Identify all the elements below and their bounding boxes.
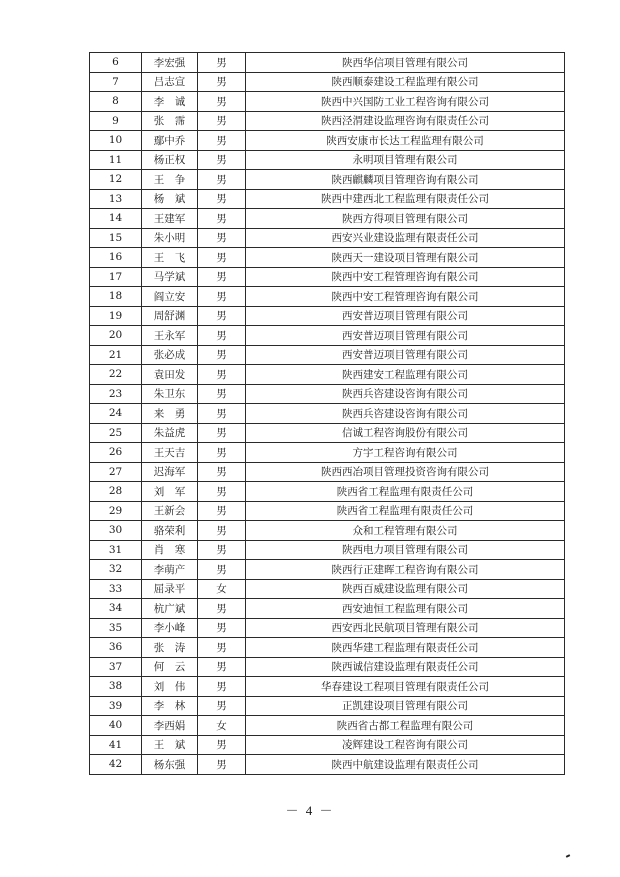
table-row xyxy=(90,345,565,365)
name-cell: 肖 寒 xyxy=(142,540,198,560)
row-number-cell: 41 xyxy=(90,735,142,755)
table-row xyxy=(90,189,565,209)
name-cell: 张 霈 xyxy=(142,111,198,131)
row-number-cell: 37 xyxy=(90,657,142,677)
registration-table xyxy=(89,52,565,775)
table-row xyxy=(90,716,565,736)
table-row xyxy=(90,696,565,716)
row-number-cell: 9 xyxy=(90,111,142,131)
table-row xyxy=(90,53,565,73)
name-cell: 李萌产 xyxy=(142,560,198,580)
table-row xyxy=(90,404,565,424)
table-row xyxy=(90,326,565,346)
table-row xyxy=(90,638,565,658)
row-number-cell: 35 xyxy=(90,618,142,638)
name-cell: 李 林 xyxy=(142,696,198,716)
name-cell: 王 斌 xyxy=(142,735,198,755)
gender-cell: 男 xyxy=(198,53,246,73)
row-number-cell: 26 xyxy=(90,443,142,463)
name-cell: 迟海军 xyxy=(142,462,198,482)
name-cell: 刘 军 xyxy=(142,482,198,502)
name-cell: 李小峰 xyxy=(142,618,198,638)
company-cell: 方宇工程咨询有限公司 xyxy=(246,443,565,463)
company-cell: 陕西华建工程监理有限责任公司 xyxy=(246,638,565,658)
row-number-cell: 22 xyxy=(90,365,142,385)
company-cell: 陕西中安工程管理咨询有限公司 xyxy=(246,267,565,287)
gender-cell: 男 xyxy=(198,482,246,502)
name-cell: 马学斌 xyxy=(142,267,198,287)
gender-cell: 男 xyxy=(198,170,246,190)
gender-cell: 男 xyxy=(198,384,246,404)
table-row xyxy=(90,267,565,287)
gender-cell: 男 xyxy=(198,443,246,463)
company-cell: 陕西行正建晖工程咨询有限公司 xyxy=(246,560,565,580)
company-cell: 陕西兵咨建设咨询有限公司 xyxy=(246,404,565,424)
table-row xyxy=(90,540,565,560)
gender-cell: 男 xyxy=(198,306,246,326)
row-number-cell: 23 xyxy=(90,384,142,404)
name-cell: 周舒渊 xyxy=(142,306,198,326)
company-cell: 陕西安康市长达工程监理有限公司 xyxy=(246,131,565,151)
table-row xyxy=(90,657,565,677)
row-number-cell: 31 xyxy=(90,540,142,560)
row-number-cell: 36 xyxy=(90,638,142,658)
name-cell: 李西娟 xyxy=(142,716,198,736)
company-cell: 陕西建安工程监理有限公司 xyxy=(246,365,565,385)
row-number-cell: 39 xyxy=(90,696,142,716)
row-number-cell: 28 xyxy=(90,482,142,502)
row-number-cell: 20 xyxy=(90,326,142,346)
company-cell: 陕西泾渭建设监理咨询有限责任公司 xyxy=(246,111,565,131)
gender-cell: 男 xyxy=(198,189,246,209)
company-cell: 陕西华信项目管理有限公司 xyxy=(246,53,565,73)
name-cell: 李 诚 xyxy=(142,92,198,112)
row-number-cell: 32 xyxy=(90,560,142,580)
name-cell: 王 争 xyxy=(142,170,198,190)
table-row xyxy=(90,579,565,599)
name-cell: 王 飞 xyxy=(142,248,198,268)
company-cell: 陕西兵咨建设咨询有限公司 xyxy=(246,384,565,404)
gender-cell: 男 xyxy=(198,248,246,268)
company-cell: 陕西中航建设监理有限责任公司 xyxy=(246,755,565,775)
company-cell: 陕西天一建设项目管理有限公司 xyxy=(246,248,565,268)
gender-cell: 男 xyxy=(198,267,246,287)
gender-cell: 男 xyxy=(198,345,246,365)
name-cell: 杨东强 xyxy=(142,755,198,775)
gender-cell: 男 xyxy=(198,365,246,385)
table-row xyxy=(90,209,565,229)
table-row xyxy=(90,287,565,307)
gender-cell: 男 xyxy=(198,501,246,521)
company-cell: 陕西顺泰建设工程监理有限公司 xyxy=(246,72,565,92)
company-cell: 西安普迈项目管理有限公司 xyxy=(246,345,565,365)
name-cell: 朱益虎 xyxy=(142,423,198,443)
name-cell: 杭广斌 xyxy=(142,599,198,619)
table-row xyxy=(90,735,565,755)
company-cell: 陕西方得项目管理有限公司 xyxy=(246,209,565,229)
table-row xyxy=(90,443,565,463)
gender-cell: 男 xyxy=(198,111,246,131)
row-number-cell: 7 xyxy=(90,72,142,92)
row-number-cell: 24 xyxy=(90,404,142,424)
company-cell: 凌辉建设工程咨询有限公司 xyxy=(246,735,565,755)
gender-cell: 男 xyxy=(198,228,246,248)
gender-cell: 男 xyxy=(198,657,246,677)
name-cell: 朱小明 xyxy=(142,228,198,248)
row-number-cell: 34 xyxy=(90,599,142,619)
name-cell: 袁田发 xyxy=(142,365,198,385)
table-row xyxy=(90,755,565,775)
company-cell: 陕西中兴国防工业工程咨询有限公司 xyxy=(246,92,565,112)
name-cell: 王新会 xyxy=(142,501,198,521)
name-cell: 鄢中乔 xyxy=(142,131,198,151)
row-number-cell: 12 xyxy=(90,170,142,190)
gender-cell: 男 xyxy=(198,521,246,541)
company-cell: 永明项目管理有限公司 xyxy=(246,150,565,170)
row-number-cell: 16 xyxy=(90,248,142,268)
row-number-cell: 21 xyxy=(90,345,142,365)
table-row xyxy=(90,92,565,112)
company-cell: 陕西电力项目管理有限公司 xyxy=(246,540,565,560)
name-cell: 王永军 xyxy=(142,326,198,346)
name-cell: 屈录平 xyxy=(142,579,198,599)
name-cell: 来 勇 xyxy=(142,404,198,424)
company-cell: 众和工程管理有限公司 xyxy=(246,521,565,541)
row-number-cell: 38 xyxy=(90,677,142,697)
table-row xyxy=(90,599,565,619)
table-row xyxy=(90,228,565,248)
name-cell: 张 涛 xyxy=(142,638,198,658)
table-row xyxy=(90,72,565,92)
table-row xyxy=(90,501,565,521)
row-number-cell: 14 xyxy=(90,209,142,229)
gender-cell: 男 xyxy=(198,150,246,170)
row-number-cell: 42 xyxy=(90,755,142,775)
gender-cell: 女 xyxy=(198,716,246,736)
company-cell: 陕西中安工程管理咨询有限公司 xyxy=(246,287,565,307)
gender-cell: 男 xyxy=(198,677,246,697)
name-cell: 骆荣利 xyxy=(142,521,198,541)
company-cell: 陕西中建西北工程监理有限责任公司 xyxy=(246,189,565,209)
scan-speck xyxy=(566,854,570,858)
gender-cell: 男 xyxy=(198,618,246,638)
row-number-cell: 25 xyxy=(90,423,142,443)
gender-cell: 男 xyxy=(198,72,246,92)
gender-cell: 男 xyxy=(198,326,246,346)
table-row xyxy=(90,384,565,404)
row-number-cell: 6 xyxy=(90,53,142,73)
table-row xyxy=(90,306,565,326)
gender-cell: 男 xyxy=(198,560,246,580)
company-cell: 陕西省工程监理有限责任公司 xyxy=(246,482,565,502)
name-cell: 朱卫东 xyxy=(142,384,198,404)
name-cell: 王建军 xyxy=(142,209,198,229)
row-number-cell: 10 xyxy=(90,131,142,151)
gender-cell: 男 xyxy=(198,423,246,443)
row-number-cell: 18 xyxy=(90,287,142,307)
name-cell: 吕志宣 xyxy=(142,72,198,92)
company-cell: 华春建设工程项目管理有限责任公司 xyxy=(246,677,565,697)
table-row xyxy=(90,423,565,443)
name-cell: 刘 伟 xyxy=(142,677,198,697)
gender-cell: 男 xyxy=(198,287,246,307)
table-row xyxy=(90,170,565,190)
table-row xyxy=(90,462,565,482)
page-number: － 4 － xyxy=(285,803,335,818)
company-cell: 西安普迈项目管理有限公司 xyxy=(246,306,565,326)
name-cell: 李宏强 xyxy=(142,53,198,73)
row-number-cell: 40 xyxy=(90,716,142,736)
gender-cell: 男 xyxy=(198,755,246,775)
registration-table-body xyxy=(90,53,565,775)
table-row xyxy=(90,111,565,131)
row-number-cell: 8 xyxy=(90,92,142,112)
gender-cell: 男 xyxy=(198,638,246,658)
table-row xyxy=(90,365,565,385)
company-cell: 正凯建设项目管理有限公司 xyxy=(246,696,565,716)
gender-cell: 男 xyxy=(198,404,246,424)
name-cell: 何 云 xyxy=(142,657,198,677)
gender-cell: 男 xyxy=(198,92,246,112)
company-cell: 西安迪恒工程监理有限公司 xyxy=(246,599,565,619)
gender-cell: 男 xyxy=(198,540,246,560)
row-number-cell: 27 xyxy=(90,462,142,482)
row-number-cell: 29 xyxy=(90,501,142,521)
row-number-cell: 15 xyxy=(90,228,142,248)
table-row xyxy=(90,560,565,580)
table-row xyxy=(90,150,565,170)
gender-cell: 男 xyxy=(198,599,246,619)
company-cell: 西安普迈项目管理有限公司 xyxy=(246,326,565,346)
table-row xyxy=(90,677,565,697)
company-cell: 陕西省古都工程监理有限公司 xyxy=(246,716,565,736)
company-cell: 陕西西冶项目管理投资咨询有限公司 xyxy=(246,462,565,482)
company-cell: 西安西北民航项目管理有限公司 xyxy=(246,618,565,638)
name-cell: 杨 斌 xyxy=(142,189,198,209)
row-number-cell: 19 xyxy=(90,306,142,326)
company-cell: 西安兴业建设监理有限责任公司 xyxy=(246,228,565,248)
gender-cell: 男 xyxy=(198,209,246,229)
company-cell: 陕西麒麟项目管理咨询有限公司 xyxy=(246,170,565,190)
gender-cell: 男 xyxy=(198,735,246,755)
table-row xyxy=(90,521,565,541)
row-number-cell: 13 xyxy=(90,189,142,209)
gender-cell: 男 xyxy=(198,131,246,151)
company-cell: 陕西省工程监理有限责任公司 xyxy=(246,501,565,521)
name-cell: 阎立安 xyxy=(142,287,198,307)
name-cell: 张必成 xyxy=(142,345,198,365)
company-cell: 信诚工程咨询股份有限公司 xyxy=(246,423,565,443)
table-row xyxy=(90,618,565,638)
company-cell: 陕西百威建设监理有限公司 xyxy=(246,579,565,599)
name-cell: 杨正权 xyxy=(142,150,198,170)
gender-cell: 男 xyxy=(198,462,246,482)
table-row xyxy=(90,248,565,268)
row-number-cell: 11 xyxy=(90,150,142,170)
gender-cell: 男 xyxy=(198,696,246,716)
gender-cell: 女 xyxy=(198,579,246,599)
table-row xyxy=(90,131,565,151)
row-number-cell: 30 xyxy=(90,521,142,541)
company-cell: 陕西诚信建设监理有限责任公司 xyxy=(246,657,565,677)
row-number-cell: 33 xyxy=(90,579,142,599)
name-cell: 王天吉 xyxy=(142,443,198,463)
table-row xyxy=(90,482,565,502)
row-number-cell: 17 xyxy=(90,267,142,287)
